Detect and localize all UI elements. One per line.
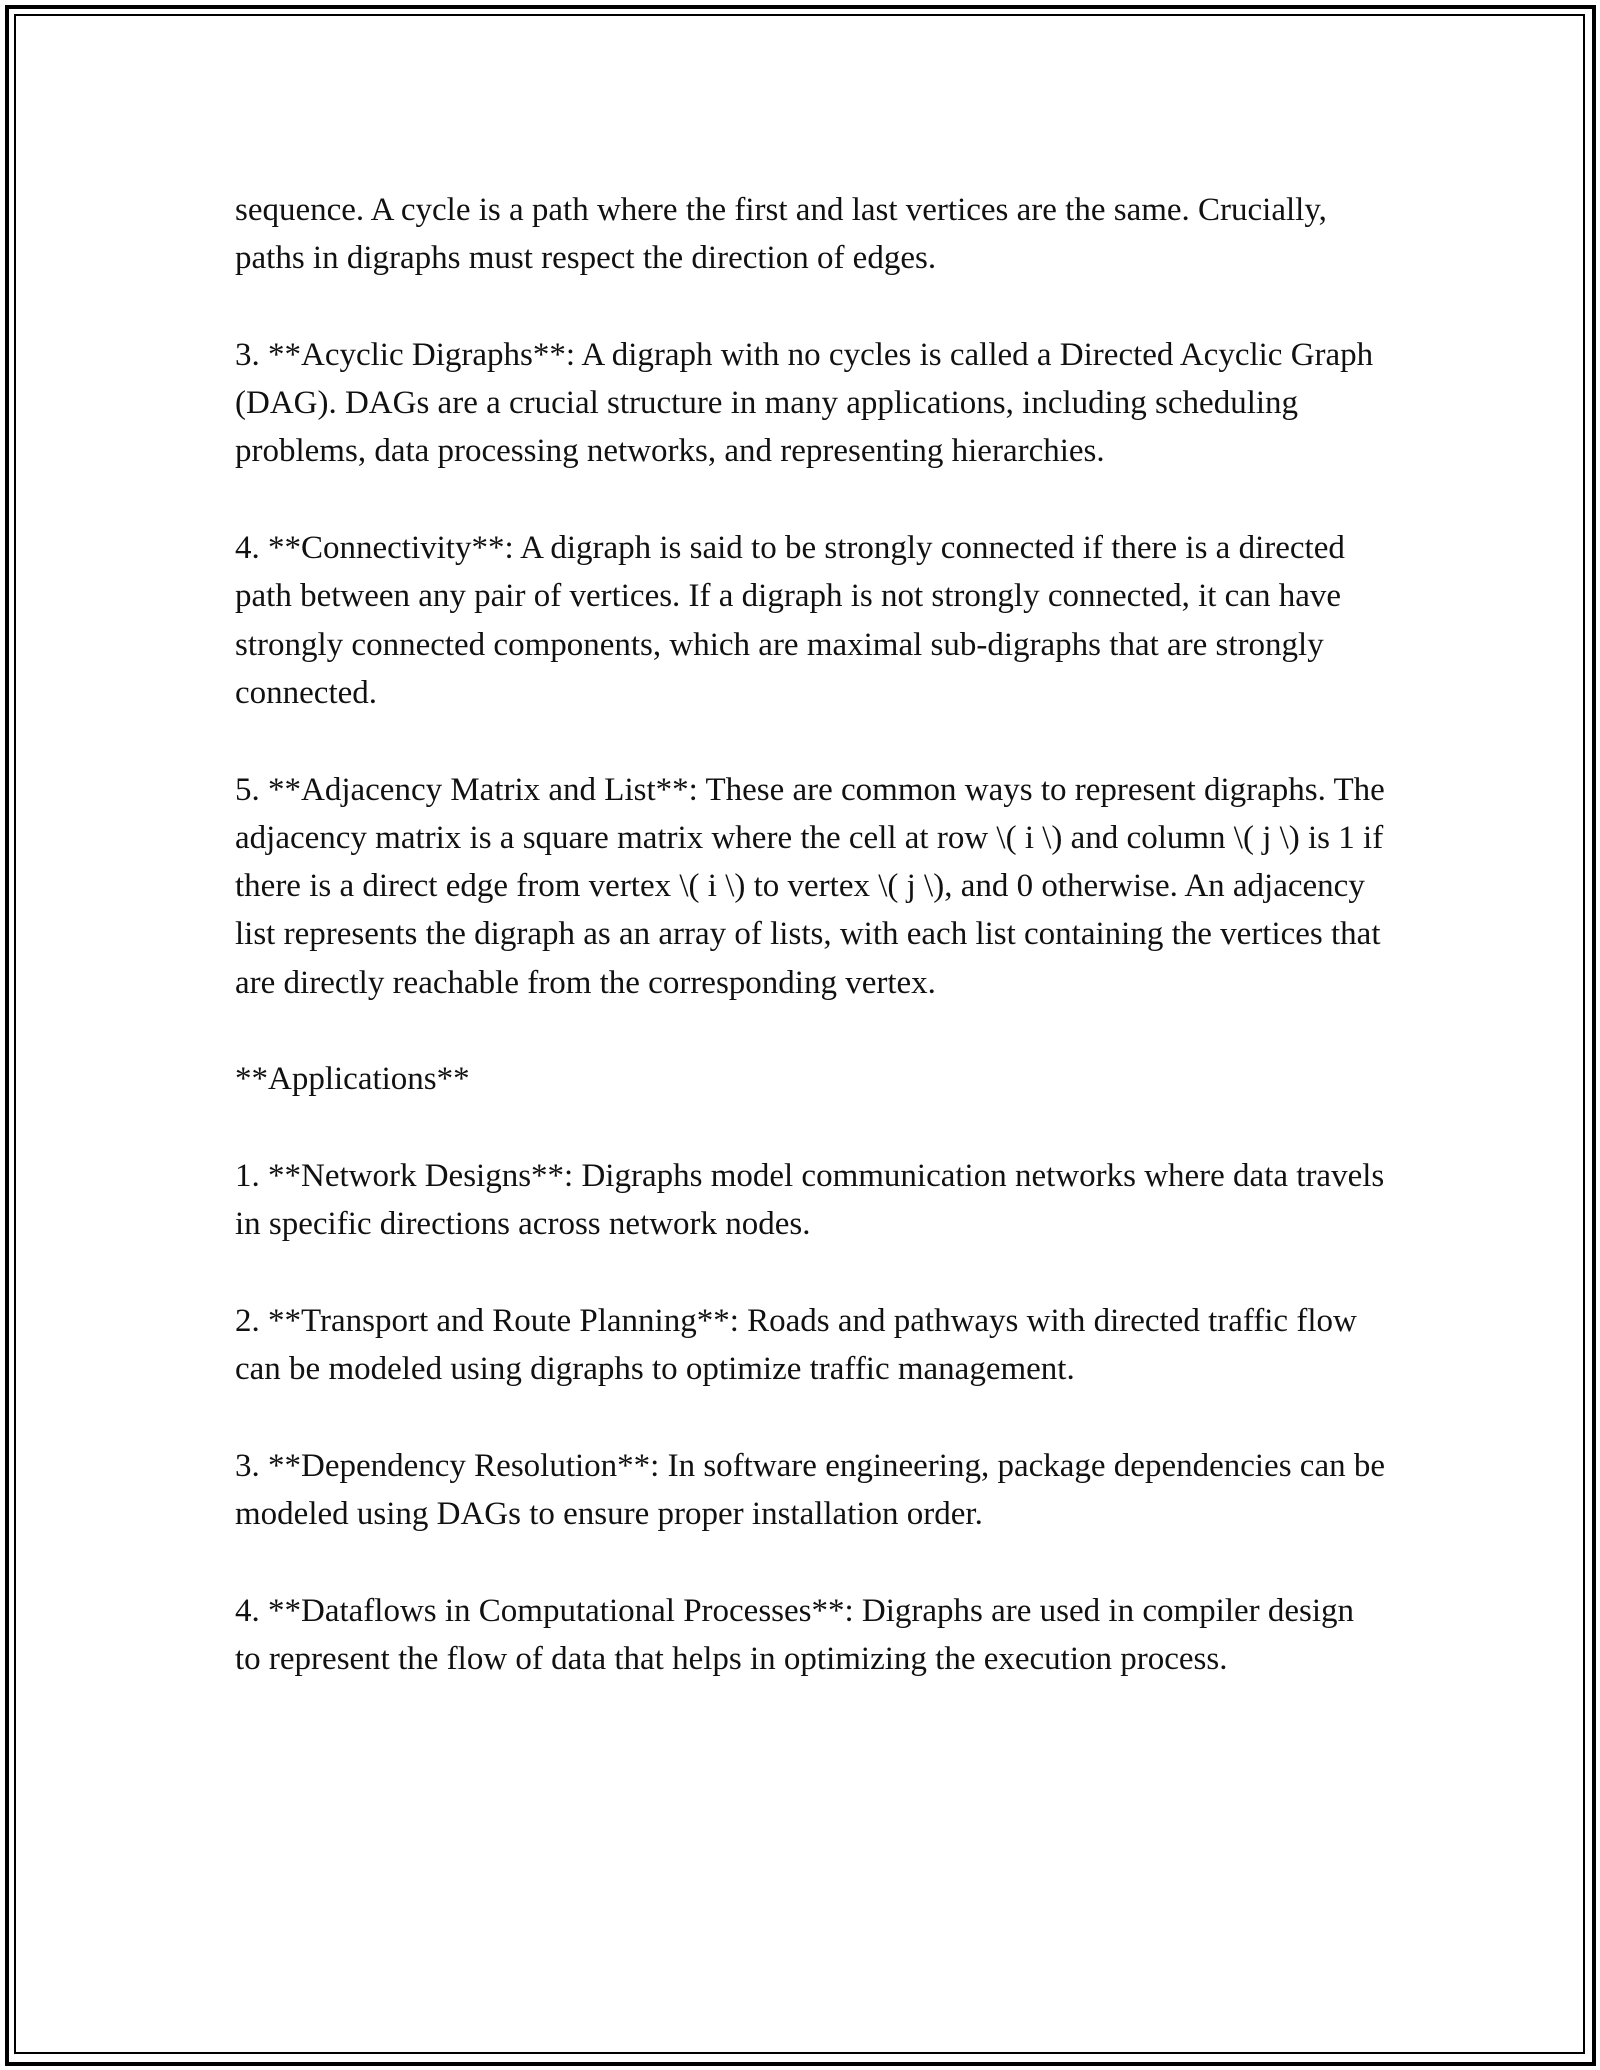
paragraph-network-designs: 1. **Network Designs**: Digraphs model communication networks where data travels in specific directions across network nodes.: [235, 1157, 1385, 1243]
paragraph-adjacency-matrix-list: 5. **Adjacency Matrix and List**: These are common ways to represent digraphs. The adjacency matrix is a square matrix where the cell at row \( i \) and column \( j \) is 1 if there is a direct edge from vertex \( i \) to vertex \( j \), and 0 otherwise. An adjacency list represents the digraph as an array of lists, with each list containing the vertices that are directly reachable from the corresponding vertex.: [235, 771, 1385, 1001]
paragraph-connectivity: 4. **Connectivity**: A digraph is said to be strongly connected if there is a directed path between any pair of vertices. If a digraph is not strongly connected, it can have strongly connected components, which are maximal sub-digraphs that are strongly connected.: [235, 530, 1345, 711]
document-body: [235, 186, 1385, 1732]
section-heading-applications: **Applications**: [235, 1061, 470, 1098]
paragraph-transport-route-planning: 2. **Transport and Route Planning**: Roads and pathways with directed traffic flow can be modeled using digraphs to optimize traffic management.: [235, 1302, 1357, 1388]
paragraph-dependency-resolution: 3. **Dependency Resolution**: In software engineering, package dependencies can be modeled using DAGs to ensure proper installation order.: [235, 1447, 1385, 1533]
paragraph-dataflows: 4. **Dataflows in Computational Processes**: Digraphs are used in compiler design to represent the flow of data that helps in optimizing the execution process.: [235, 1592, 1355, 1677]
paragraph-acyclic-digraphs: 3. **Acyclic Digraphs**: A digraph with no cycles is called a Directed Acyclic Graph (DAG). DAGs are a crucial structure in many applications, including scheduling problems, data processing networks, and representing hierarchies.: [235, 336, 1374, 470]
paragraph-cycle-definition: sequence. A cycle is a path where the first and last vertices are the same. Crucially, paths in digraphs must respect the direction of edges.: [235, 192, 1327, 277]
